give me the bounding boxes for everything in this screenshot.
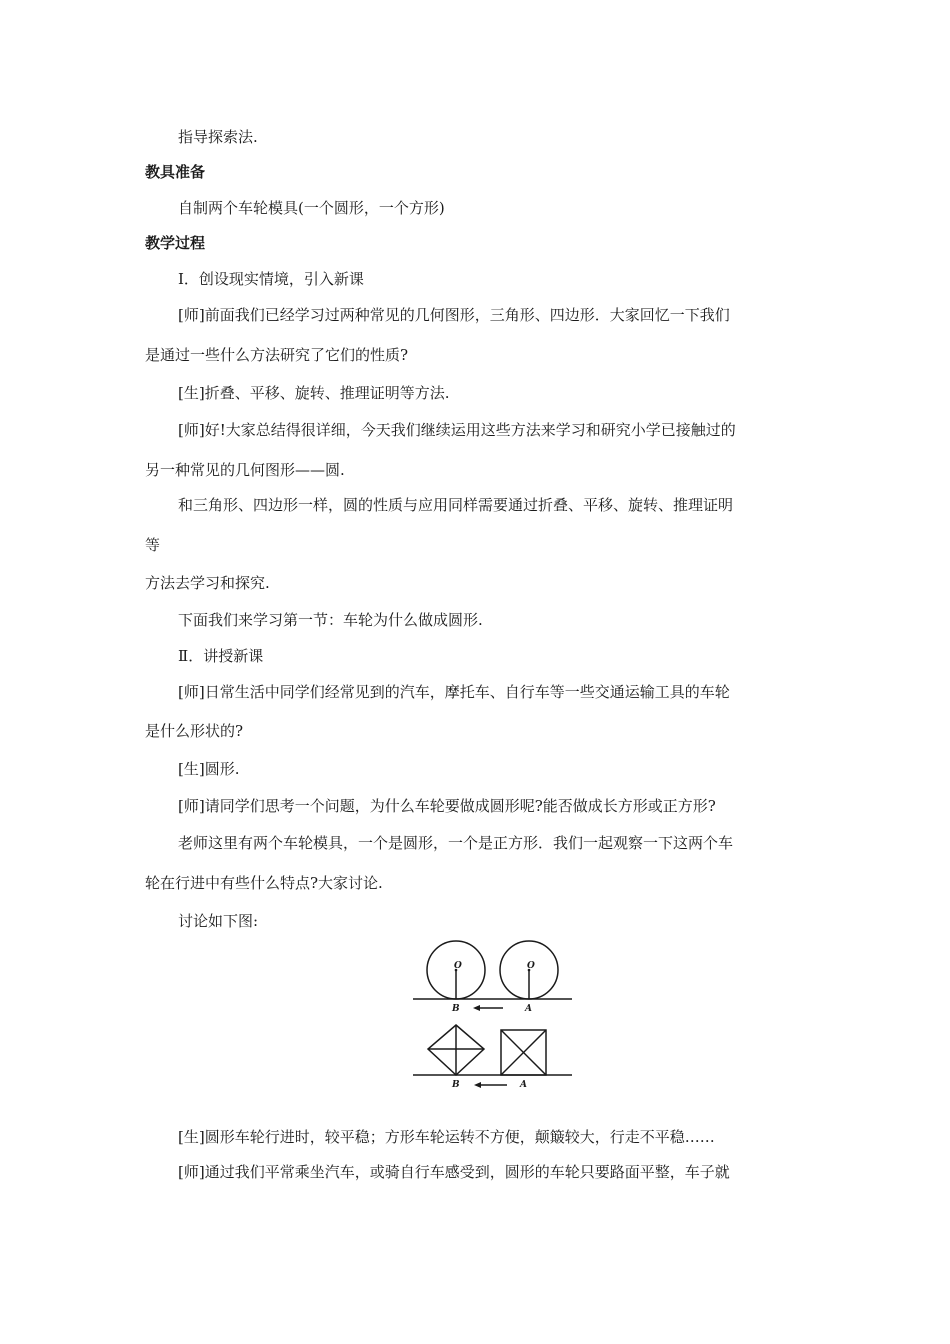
point-label-a: A xyxy=(525,1004,532,1014)
teaching-tools-heading: 教具准备 xyxy=(145,163,206,181)
paragraph-line: 下面我们来学习第一节：车轮为什么做成圆形. xyxy=(178,611,483,629)
paragraph-line: 方法去学习和探究. xyxy=(145,574,270,592)
paragraph-line: 轮在行进中有些什么特点?大家讨论. xyxy=(145,874,383,892)
wheel-figure xyxy=(405,935,580,1095)
paragraph-line: [师]好!大家总结得很详细，今天我们继续运用这些方法来学习和研究小学已接触过的 xyxy=(178,421,736,439)
paragraph-line: 是通过一些什么方法研究了它们的性质? xyxy=(145,346,409,364)
teaching-method-text: 指导探索法. xyxy=(178,128,258,146)
paragraph-line: 等 xyxy=(145,536,161,554)
circle-center-label: O xyxy=(454,961,462,971)
teaching-process-heading: 教学过程 xyxy=(145,234,206,252)
top-arrowhead xyxy=(473,1005,480,1011)
paragraph-line: [师]前面我们已经学习过两种常见的几何图形，三角形、四边形．大家回忆一下我们 xyxy=(178,306,730,324)
paragraph-line: [生]圆形. xyxy=(178,760,240,778)
section-2-title: Ⅱ．讲授新课 xyxy=(178,647,264,665)
paragraph-line: [师]请同学们思考一个问题，为什么车轮要做成圆形呢?能否做成长方形或正方形? xyxy=(178,797,716,815)
paragraph-line: 是什么形状的? xyxy=(145,722,244,740)
section-1-title: Ⅰ．创设现实情境，引入新课 xyxy=(178,270,364,288)
point-label-b: B xyxy=(452,1004,460,1014)
paragraph-line: [生]折叠、平移、旋转、推理证明等方法. xyxy=(178,384,450,402)
circle-center-label: O xyxy=(527,961,535,971)
point-label-b: B xyxy=(452,1080,460,1090)
paragraph-line: [生]圆形车轮行进时，较平稳；方形车轮运转不方便，颠簸较大，行走不平稳…… xyxy=(178,1128,715,1146)
paragraph-line: 讨论如下图: xyxy=(178,912,259,930)
paragraph-line: 老师这里有两个车轮模具，一个是圆形，一个是正方形．我们一起观察一下这两个车 xyxy=(178,834,734,852)
teaching-tools-text: 自制两个车轮模具(一个圆形，一个方形) xyxy=(178,199,445,217)
bottom-arrowhead xyxy=(474,1082,481,1088)
paragraph-line: 和三角形、四边形一样，圆的性质与应用同样需要通过折叠、平移、旋转、推理证明 xyxy=(178,496,734,514)
paragraph-line: [师]通过我们平常乘坐汽车，或骑自行车感受到，圆形的车轮只要路面平整，车子就 xyxy=(178,1163,730,1181)
paragraph-line: 另一种常见的几何图形——圆. xyxy=(145,461,345,479)
paragraph-line: [师]日常生活中同学们经常见到的汽车，摩托车、自行车等一些交通运输工具的车轮 xyxy=(178,683,730,701)
point-label-a: A xyxy=(520,1080,527,1090)
